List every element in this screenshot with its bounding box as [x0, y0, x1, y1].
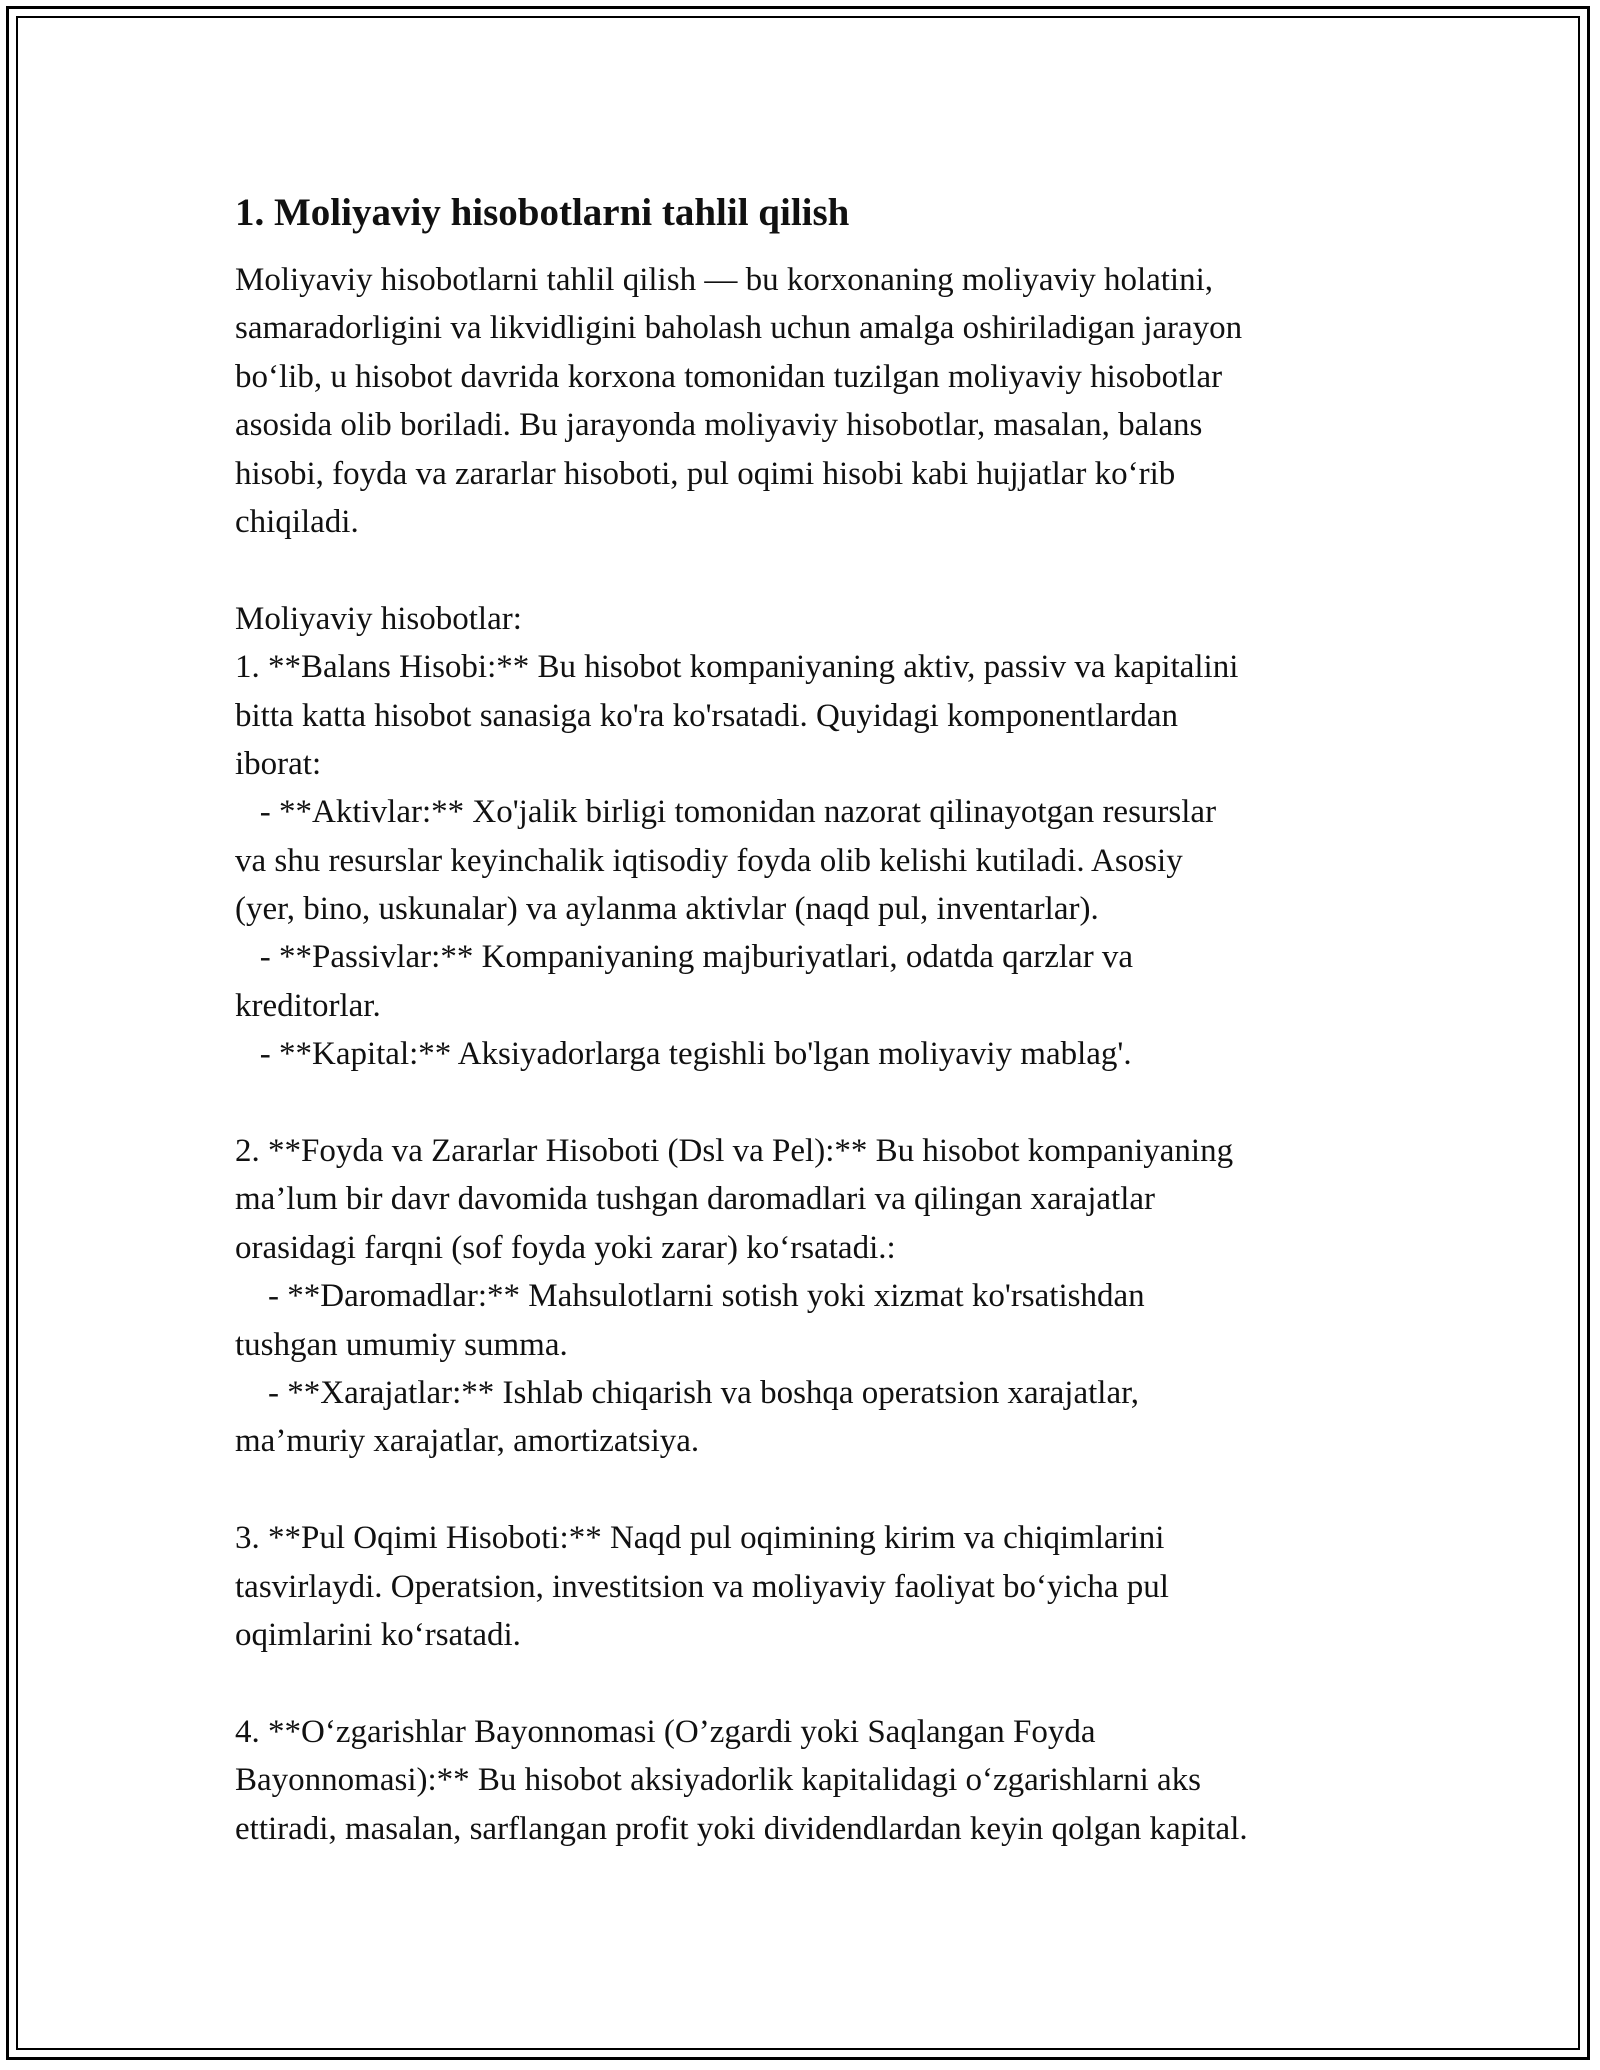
- text-line: - **Aktivlar:** Xo'jalik birligi tomonidan nazorat qilinayotgan resurslar: [235, 794, 1217, 831]
- document-text: [235, 256, 1435, 1853]
- text-line: tasvirlaydi. Operatsion, investitsion va moliyaviy faoliyat bo‘yicha pul: [235, 1568, 1169, 1605]
- text-line: chiqiladi.: [235, 503, 359, 540]
- text-line: bitta katta hisobot sanasiga ko'ra ko'rsatadi. Quyidagi komponentlardan: [235, 697, 1178, 734]
- text-line: ma’muriy xarajatlar, amortizatsiya.: [235, 1423, 700, 1460]
- text-line: ma’lum bir davr davomida tushgan daromadlari va qilingan xarajatlar: [235, 1181, 1156, 1218]
- document-title: 1. Moliyaviy hisobotlarni tahlil qilish: [235, 191, 850, 234]
- blank-line: [235, 1659, 1435, 1707]
- text-line: oqimlarini ko‘rsatadi.: [235, 1616, 521, 1653]
- text-line: - **Passivlar:** Kompaniyaning majburiyatlari, odatda qarzlar va: [235, 939, 1134, 976]
- blank-line: [235, 546, 1435, 594]
- text-line: Moliyaviy hisobotlar:: [235, 600, 522, 637]
- blank-line: [235, 1466, 1435, 1514]
- blank-line: [235, 1079, 1435, 1127]
- text-line: - **Xarajatlar:** Ishlab chiqarish va boshqa operatsion xarajatlar,: [235, 1374, 1140, 1411]
- text-line: (yer, bino, uskunalar) va aylanma aktivlar (naqd pul, inventarlar).: [235, 891, 1099, 928]
- text-line: bo‘lib, u hisobot davrida korxona tomonidan tuzilgan moliyaviy hisobotlar: [235, 358, 1223, 395]
- text-line: samaradorligini va likvidligini baholash uchun amalga oshiriladigan jarayon: [235, 310, 1243, 347]
- text-line: 2. **Foyda va Zararlar Hisoboti (Dsl va Pel):** Bu hisobot kompaniyaning: [235, 1133, 1234, 1170]
- text-line: iborat:: [235, 745, 322, 782]
- text-line: asosida olib boriladi. Bu jarayonda moliyaviy hisobotlar, masalan, balans: [235, 407, 1203, 444]
- text-line: kreditorlar.: [235, 987, 381, 1024]
- text-line: tushgan umumiy summa.: [235, 1326, 568, 1363]
- text-line: - **Daromadlar:** Mahsulotlarni sotish yoki xizmat ko'rsatishdan: [235, 1278, 1145, 1315]
- document-body: [235, 186, 1435, 1853]
- text-line: orasidagi farqni (sof foyda yoki zarar) ko‘rsatadi.:: [235, 1229, 896, 1266]
- text-line: 4. **O‘zgarishlar Bayonnomasi (O’zgardi yoki Saqlangan Foyda: [235, 1713, 1096, 1750]
- text-line: 3. **Pul Oqimi Hisoboti:** Naqd pul oqimining kirim va chiqimlarini: [235, 1520, 1165, 1557]
- text-line: ettiradi, masalan, sarflangan profit yoki dividendlardan keyin qolgan kapital.: [235, 1810, 1248, 1847]
- text-line: Bayonnomasi):** Bu hisobot aksiyadorlik kapitalidagi o‘zgarishlarni aks: [235, 1762, 1201, 1799]
- text-line: hisobi, foyda va zararlar hisoboti, pul oqimi hisobi kabi hujjatlar ko‘rib: [235, 455, 1176, 492]
- text-line: Moliyaviy hisobotlarni tahlil qilish — bu korxonaning moliyaviy holatini,: [235, 262, 1214, 298]
- text-line: 1. **Balans Hisobi:** Bu hisobot kompaniyaning aktiv, passiv va kapitalini: [235, 649, 1239, 686]
- text-line: - **Kapital:** Aksiyadorlarga tegishli bo'lgan moliyaviy mablag'.: [235, 1036, 1132, 1073]
- text-line: va shu resurslar keyinchalik iqtisodiy foyda olib kelishi kutiladi. Asosiy: [235, 842, 1183, 879]
